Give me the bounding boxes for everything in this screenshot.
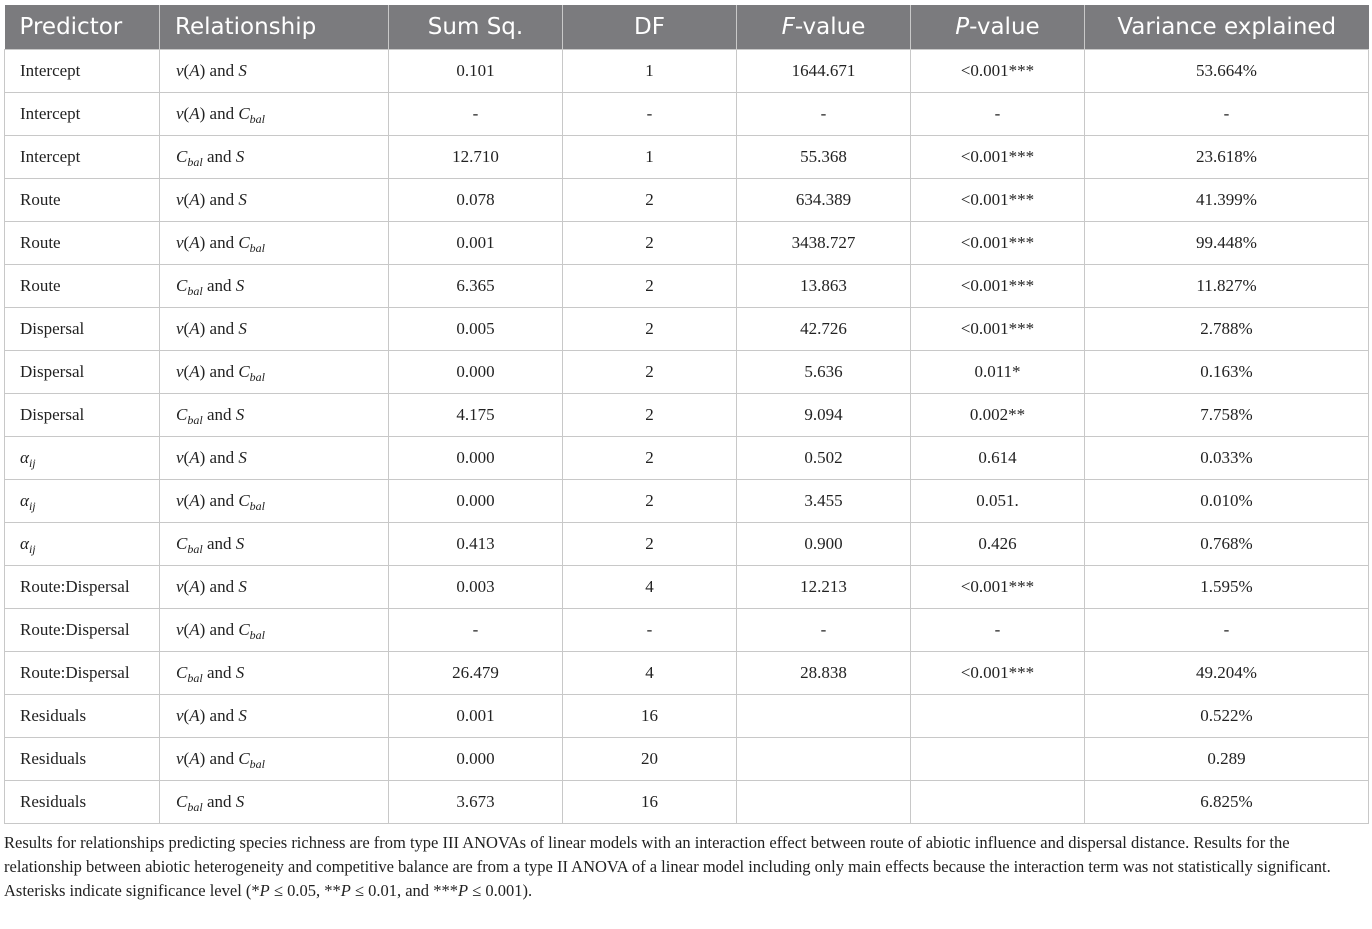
cell-p-value: <0.001*** xyxy=(911,566,1085,609)
rel-bal-sub: bal xyxy=(187,155,203,169)
cell-sum-sq: 0.413 xyxy=(389,523,563,566)
cell-p-value: <0.001*** xyxy=(911,265,1085,308)
cell-f-value: 42.726 xyxy=(737,308,911,351)
rel-a: A xyxy=(189,233,200,252)
rel-v: v xyxy=(176,319,184,338)
cell-f-value xyxy=(737,695,911,738)
table-row xyxy=(5,781,1369,824)
rel-bal-sub: bal xyxy=(187,542,203,556)
cell-variance-explained: 53.664% xyxy=(1085,50,1369,93)
cell-f-value: - xyxy=(737,93,911,136)
footnote-p1: P xyxy=(259,881,270,900)
cell-p-value: <0.001*** xyxy=(911,179,1085,222)
table-row xyxy=(5,695,1369,738)
rel-v: v xyxy=(176,190,184,209)
cell-p-value: 0.002** xyxy=(911,394,1085,437)
cell-f-value: 1644.671 xyxy=(737,50,911,93)
cell-sum-sq: 0.001 xyxy=(389,695,563,738)
predictor-text: α xyxy=(20,491,29,510)
rel-bal-sub: bal xyxy=(249,628,266,642)
rel-s: S xyxy=(235,147,245,166)
footnote-t2: 0.01, and xyxy=(368,881,434,900)
cell-relationship xyxy=(160,136,389,179)
rel-and: and xyxy=(209,319,235,338)
cell-df: 4 xyxy=(563,652,737,695)
cell-df: 2 xyxy=(563,523,737,566)
table-row xyxy=(5,351,1369,394)
cell-predictor xyxy=(5,437,160,480)
cell-p-value: 0.051. xyxy=(911,480,1085,523)
table-body xyxy=(5,50,1369,824)
footnote-le2: ≤ xyxy=(354,881,364,900)
cell-sum-sq: 0.001 xyxy=(389,222,563,265)
rel-bal-sub: bal xyxy=(187,800,203,814)
cell-predictor xyxy=(5,394,160,437)
footnote-s3: *** xyxy=(433,881,458,900)
rel-and: and xyxy=(209,620,235,639)
rel-and: and xyxy=(209,190,235,209)
cell-df: 1 xyxy=(563,136,737,179)
table-row xyxy=(5,93,1369,136)
cell-relationship: v(A) and S xyxy=(160,437,389,480)
rel-a: A xyxy=(189,190,200,209)
predictor-text: Route xyxy=(20,233,61,252)
anova-table xyxy=(4,5,1369,824)
cell-sum-sq: 0.000 xyxy=(389,437,563,480)
cell-predictor xyxy=(5,652,160,695)
rel-v: v xyxy=(176,233,184,252)
cell-f-value: 9.094 xyxy=(737,394,911,437)
cell-f-value: 634.389 xyxy=(737,179,911,222)
cell-p-value: <0.001*** xyxy=(911,308,1085,351)
rel-a: A xyxy=(189,706,200,725)
footnote-asterisks xyxy=(4,879,1370,903)
rel-and: and xyxy=(206,276,232,295)
cell-f-value: 55.368 xyxy=(737,136,911,179)
cell-predictor xyxy=(5,781,160,824)
cell-sum-sq: - xyxy=(389,609,563,652)
table-row xyxy=(5,222,1369,265)
table-row xyxy=(5,308,1369,351)
cell-f-value: 28.838 xyxy=(737,652,911,695)
table-row xyxy=(5,738,1369,781)
anova-table-container xyxy=(4,5,1368,824)
predictor-text: Route:Dispersal xyxy=(20,620,130,639)
rel-s: S xyxy=(235,792,245,811)
rel-v: v xyxy=(176,491,184,510)
cell-df: 16 xyxy=(563,695,737,738)
predictor-text: Residuals xyxy=(20,706,87,725)
cell-predictor xyxy=(5,308,160,351)
cell-sum-sq: 0.000 xyxy=(389,738,563,781)
rel-a: A xyxy=(189,104,200,123)
cell-p-value: <0.001*** xyxy=(911,50,1085,93)
cell-f-value: 13.863 xyxy=(737,265,911,308)
rel-and: and xyxy=(209,491,235,510)
cell-variance-explained: - xyxy=(1085,93,1369,136)
predictor-text: Residuals xyxy=(20,792,87,811)
rel-bal-sub: bal xyxy=(187,284,203,298)
cell-relationship xyxy=(160,652,389,695)
cell-relationship xyxy=(160,265,389,308)
footnote-le1: ≤ xyxy=(273,881,283,900)
cell-variance-explained: 49.204% xyxy=(1085,652,1369,695)
cell-variance-explained: 1.595% xyxy=(1085,566,1369,609)
cell-variance-explained: 23.618% xyxy=(1085,136,1369,179)
footnote-p2: P xyxy=(340,881,351,900)
table-row xyxy=(5,136,1369,179)
rel-and: and xyxy=(209,362,235,381)
rel-bal-sub: bal xyxy=(249,112,266,126)
rel-and: and xyxy=(209,233,235,252)
cell-relationship: v(A) and S xyxy=(160,50,389,93)
cell-sum-sq: 0.078 xyxy=(389,179,563,222)
cell-variance-explained: 99.448% xyxy=(1085,222,1369,265)
cell-relationship xyxy=(160,394,389,437)
cell-relationship: v(A) and S xyxy=(160,566,389,609)
cell-predictor xyxy=(5,93,160,136)
cell-sum-sq: 4.175 xyxy=(389,394,563,437)
rel-c: C xyxy=(176,147,188,166)
cell-predictor xyxy=(5,609,160,652)
cell-sum-sq: 0.101 xyxy=(389,50,563,93)
rel-a: A xyxy=(189,61,200,80)
table-row xyxy=(5,480,1369,523)
cell-p-value: - xyxy=(911,609,1085,652)
predictor-text: Intercept xyxy=(20,147,81,166)
table-row xyxy=(5,523,1369,566)
cell-sum-sq: 0.003 xyxy=(389,566,563,609)
cell-f-value: - xyxy=(737,609,911,652)
table-row xyxy=(5,394,1369,437)
cell-p-value: 0.614 xyxy=(911,437,1085,480)
cell-predictor xyxy=(5,179,160,222)
predictor-text: Dispersal xyxy=(20,405,85,424)
table-row xyxy=(5,50,1369,93)
rel-a: A xyxy=(189,319,200,338)
rel-v: v xyxy=(176,448,184,467)
predictor-text: Dispersal xyxy=(20,362,85,381)
cell-relationship: v(A) and S xyxy=(160,179,389,222)
rel-v: v xyxy=(176,577,184,596)
rel-a: A xyxy=(189,362,200,381)
rel-c: C xyxy=(238,749,250,768)
cell-df: - xyxy=(563,609,737,652)
predictor-text: Route xyxy=(20,276,61,295)
rel-and: and xyxy=(209,104,235,123)
rel-v: v xyxy=(176,104,184,123)
header-f-rest: -value xyxy=(794,14,866,40)
cell-sum-sq: 26.479 xyxy=(389,652,563,695)
cell-predictor xyxy=(5,222,160,265)
rel-and: and xyxy=(209,749,235,768)
cell-p-value: <0.001*** xyxy=(911,136,1085,179)
rel-s: S xyxy=(238,448,247,467)
rel-v: v xyxy=(176,749,184,768)
rel-a: A xyxy=(189,749,200,768)
rel-c: C xyxy=(238,620,250,639)
rel-and: and xyxy=(206,792,232,811)
rel-c: C xyxy=(176,663,188,682)
rel-s: S xyxy=(235,534,245,553)
rel-and: and xyxy=(209,706,235,725)
predictor-text: α xyxy=(20,534,29,553)
header-predictor: Predictor xyxy=(5,5,160,50)
header-sum-sq: Sum Sq. xyxy=(389,5,563,50)
rel-s: S xyxy=(235,405,245,424)
cell-variance-explained: - xyxy=(1085,609,1369,652)
cell-relationship: v(A) and $C_{bal}$ xyxy=(160,222,389,265)
header-p-value xyxy=(911,5,1085,50)
predictor-text: Intercept xyxy=(20,61,81,80)
cell-relationship: v(A) and $C_{bal}$ xyxy=(160,351,389,394)
predictor-text: Route:Dispersal xyxy=(20,577,130,596)
cell-variance-explained: 0.163% xyxy=(1085,351,1369,394)
cell-relationship: v(A) and $C_{bal}$ xyxy=(160,738,389,781)
rel-and: and xyxy=(206,405,232,424)
cell-df: - xyxy=(563,93,737,136)
rel-bal-sub: bal xyxy=(249,241,266,255)
cell-predictor xyxy=(5,695,160,738)
header-p-letter: P xyxy=(955,14,970,40)
cell-sum-sq: 0.005 xyxy=(389,308,563,351)
rel-s: S xyxy=(238,61,247,80)
footnote-asterisk-intro: Asterisks indicate significance level ( xyxy=(4,881,252,900)
rel-c: C xyxy=(176,276,188,295)
cell-variance-explained: 0.768% xyxy=(1085,523,1369,566)
rel-and: and xyxy=(209,61,235,80)
header-df: DF xyxy=(563,5,737,50)
rel-c: C xyxy=(176,792,188,811)
cell-f-value: 3438.727 xyxy=(737,222,911,265)
rel-and: and xyxy=(206,663,232,682)
cell-predictor xyxy=(5,566,160,609)
predictor-text: α xyxy=(20,448,29,467)
cell-p-value xyxy=(911,781,1085,824)
cell-df: 2 xyxy=(563,480,737,523)
predictor-subscript: ij xyxy=(28,499,36,513)
rel-v: v xyxy=(176,61,184,80)
cell-f-value: 12.213 xyxy=(737,566,911,609)
cell-variance-explained: 2.788% xyxy=(1085,308,1369,351)
footnote-t3: 0.001). xyxy=(485,881,533,900)
table-row xyxy=(5,179,1369,222)
cell-f-value xyxy=(737,738,911,781)
rel-bal-sub: bal xyxy=(249,757,266,771)
rel-and: and xyxy=(209,577,235,596)
cell-df: 2 xyxy=(563,222,737,265)
cell-p-value: 0.426 xyxy=(911,523,1085,566)
footnote-s2: ** xyxy=(324,881,341,900)
footnote-p3: P xyxy=(457,881,469,900)
header-relationship: Relationship xyxy=(160,5,389,50)
cell-predictor xyxy=(5,351,160,394)
cell-relationship: v(A) and S xyxy=(160,308,389,351)
rel-v: v xyxy=(176,620,184,639)
footnote-le3: ≤ xyxy=(472,881,482,900)
cell-f-value: 0.900 xyxy=(737,523,911,566)
table-row xyxy=(5,609,1369,652)
rel-v: v xyxy=(176,706,184,725)
cell-p-value xyxy=(911,738,1085,781)
rel-c: C xyxy=(238,104,250,123)
cell-variance-explained: 41.399% xyxy=(1085,179,1369,222)
table-footnotes xyxy=(4,831,1370,903)
rel-and: and xyxy=(209,448,235,467)
cell-p-value: 0.011* xyxy=(911,351,1085,394)
header-p-rest: -value xyxy=(969,14,1040,40)
cell-df: 2 xyxy=(563,437,737,480)
cell-predictor xyxy=(5,480,160,523)
cell-variance-explained: 11.827% xyxy=(1085,265,1369,308)
rel-a: A xyxy=(189,448,200,467)
predictor-text: Intercept xyxy=(20,104,81,123)
cell-predictor xyxy=(5,523,160,566)
cell-sum-sq: - xyxy=(389,93,563,136)
cell-p-value: <0.001*** xyxy=(911,652,1085,695)
rel-s: S xyxy=(235,276,245,295)
header-row xyxy=(5,5,1369,50)
cell-relationship: v(A) and $C_{bal}$ xyxy=(160,93,389,136)
rel-a: A xyxy=(189,620,200,639)
cell-f-value: 5.636 xyxy=(737,351,911,394)
cell-variance-explained: 6.825% xyxy=(1085,781,1369,824)
cell-predictor xyxy=(5,136,160,179)
predictor-text: Residuals xyxy=(20,749,87,768)
cell-relationship: v(A) and $C_{bal}$ xyxy=(160,609,389,652)
cell-predictor xyxy=(5,738,160,781)
cell-sum-sq: 12.710 xyxy=(389,136,563,179)
cell-variance-explained: 0.522% xyxy=(1085,695,1369,738)
cell-df: 2 xyxy=(563,394,737,437)
header-f-value xyxy=(737,5,911,50)
header-f-letter: F xyxy=(781,14,795,40)
cell-df: 1 xyxy=(563,50,737,93)
footnote-t1: 0.05, xyxy=(287,881,325,900)
cell-p-value: - xyxy=(911,93,1085,136)
predictor-text: Dispersal xyxy=(20,319,85,338)
table-row xyxy=(5,437,1369,480)
cell-sum-sq: 0.000 xyxy=(389,351,563,394)
rel-s: S xyxy=(238,190,247,209)
rel-s: S xyxy=(238,577,247,596)
rel-c: C xyxy=(176,534,188,553)
cell-df: 16 xyxy=(563,781,737,824)
rel-bal-sub: bal xyxy=(249,499,266,513)
cell-df: 4 xyxy=(563,566,737,609)
cell-f-value: 3.455 xyxy=(737,480,911,523)
cell-df: 20 xyxy=(563,738,737,781)
rel-c: C xyxy=(176,405,188,424)
cell-variance-explained: 0.289 xyxy=(1085,738,1369,781)
rel-bal-sub: bal xyxy=(187,413,203,427)
cell-predictor xyxy=(5,50,160,93)
cell-relationship: v(A) and $C_{bal}$ xyxy=(160,480,389,523)
cell-df: 2 xyxy=(563,351,737,394)
predictor-text: Route xyxy=(20,190,61,209)
rel-s: S xyxy=(238,319,247,338)
rel-and: and xyxy=(206,534,232,553)
footnote-s1: * xyxy=(251,881,260,900)
rel-a: A xyxy=(189,491,200,510)
cell-relationship: v(A) and S xyxy=(160,695,389,738)
predictor-subscript: ij xyxy=(28,542,36,556)
cell-relationship xyxy=(160,781,389,824)
cell-sum-sq: 3.673 xyxy=(389,781,563,824)
rel-v: v xyxy=(176,362,184,381)
table-row xyxy=(5,265,1369,308)
rel-s: S xyxy=(238,706,247,725)
table-row xyxy=(5,566,1369,609)
predictor-text: Route:Dispersal xyxy=(20,663,130,682)
rel-c: C xyxy=(238,362,250,381)
cell-f-value: 0.502 xyxy=(737,437,911,480)
rel-s: S xyxy=(235,663,245,682)
cell-sum-sq: 6.365 xyxy=(389,265,563,308)
cell-relationship xyxy=(160,523,389,566)
cell-df: 2 xyxy=(563,179,737,222)
rel-c: C xyxy=(238,233,250,252)
cell-df: 2 xyxy=(563,308,737,351)
cell-variance-explained: 0.010% xyxy=(1085,480,1369,523)
rel-and: and xyxy=(206,147,232,166)
cell-f-value xyxy=(737,781,911,824)
rel-a: A xyxy=(189,577,200,596)
predictor-subscript: ij xyxy=(28,456,36,470)
header-variance-explained: Variance explained xyxy=(1085,5,1369,50)
cell-predictor xyxy=(5,265,160,308)
cell-p-value: <0.001*** xyxy=(911,222,1085,265)
rel-bal-sub: bal xyxy=(249,370,266,384)
table-row xyxy=(5,652,1369,695)
rel-c: C xyxy=(238,491,250,510)
cell-variance-explained: 7.758% xyxy=(1085,394,1369,437)
cell-sum-sq: 0.000 xyxy=(389,480,563,523)
cell-variance-explained: 0.033% xyxy=(1085,437,1369,480)
rel-bal-sub: bal xyxy=(187,671,203,685)
footnote-methods: Results for relationships predicting species richness are from type III ANOVAs of linear models with an interaction effect between route of abiotic influence and dispersal distance. Results for the relationship between abiotic heterogeneity and competitive balance are from a type II ANOVA of a linear model including only main effects because the interaction term was not statistically significant. xyxy=(4,833,1331,876)
cell-df: 2 xyxy=(563,265,737,308)
cell-p-value xyxy=(911,695,1085,738)
